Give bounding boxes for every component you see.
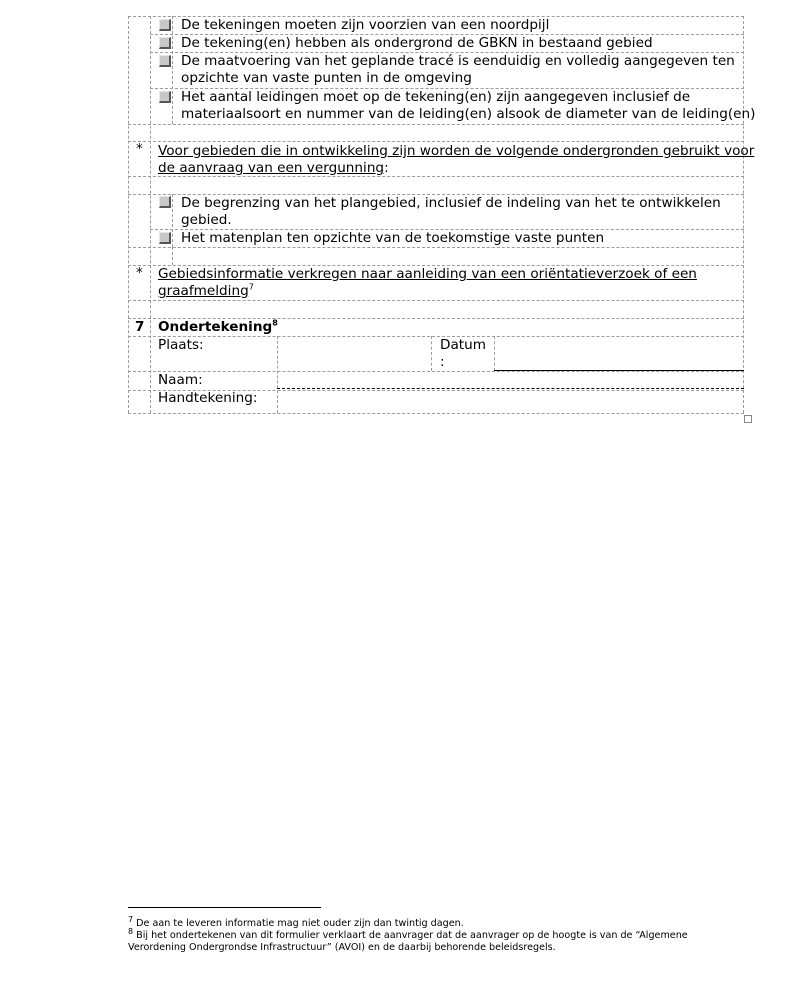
footnote-8-text: Bij het ondertekenen van dit formulier verklaart de aanvrager dat de aanvrager op de hoogte is van de “Algemene	[133, 930, 688, 941]
bullet-marker: *	[136, 265, 143, 281]
footnote-8-cont: Verordening Ondergrondse Infrastructuur” (AVOI) en de daarbij behorende beleidsregels.	[128, 942, 556, 953]
footnote-8-ref: 8	[128, 926, 134, 936]
footnote-separator	[128, 907, 321, 908]
table-col-divider	[150, 16, 151, 413]
gebiedsinfo-line2-text: graafmelding	[158, 283, 249, 299]
table-left-border	[128, 16, 129, 413]
footnote-7	[128, 914, 464, 930]
gebiedsinfo-line1: Gebiedsinformatie verkregen naar aanleiding van een oriëntatieverzoek of een	[158, 266, 697, 282]
checkbox-begrenzing[interactable]	[159, 196, 171, 208]
checklist-item-leidingen-line1: Het aantal leidingen moet op de tekening(en) zijn aangegeven inclusief de	[181, 89, 691, 105]
checkbox-gbkn[interactable]	[159, 37, 171, 49]
checklist-item-gbkn: De tekening(en) hebben als ondergrond de GBKN in bestaand gebied	[181, 35, 653, 51]
section-heading-text: Ondertekening	[158, 319, 273, 335]
footnote-ref-8[interactable]: 8	[272, 318, 278, 328]
checklist-item-begrenzing-line2: gebied.	[181, 212, 232, 228]
footnote-ref-7[interactable]: 7	[248, 282, 254, 292]
checklist-item-begrenzing-line1: De begrenzing van het plangebied, inclusief de indeling van het te ontwikkelen	[181, 195, 721, 211]
table-right-border	[743, 16, 744, 413]
footnote-7-text: De aan te leveren informatie mag niet ouder zijn dan twintig dagen.	[133, 918, 464, 929]
datum-underline	[494, 370, 744, 371]
datum-colon: :	[440, 354, 445, 370]
plaats-label: Plaats:	[158, 337, 204, 353]
table-resize-handle[interactable]	[744, 415, 752, 423]
section-number: 7	[135, 319, 145, 335]
bullet-marker: *	[136, 141, 143, 157]
row-line	[128, 141, 744, 142]
checklist-item-maatvoering-line2: opzichte van vaste punten in de omgeving	[181, 70, 472, 86]
checklist-indent-divider	[172, 247, 173, 265]
datum-field[interactable]	[495, 337, 743, 370]
row-line	[128, 124, 744, 125]
checklist-item-noordpijl: De tekeningen moeten zijn voorzien van een noordpijl	[181, 17, 550, 33]
checkbox-noordpijl[interactable]	[159, 19, 171, 31]
plaats-field[interactable]	[278, 337, 430, 370]
checklist-indent-divider	[172, 16, 173, 124]
ontwikkeling-line2-text: de aanvraag van een vergunning	[158, 160, 385, 176]
signature-col-divider	[431, 336, 432, 371]
handtekening-field[interactable]	[278, 391, 743, 412]
checklist-indent-divider	[172, 194, 173, 247]
checklist-item-leidingen-line2: materiaalsoort en nummer van de leiding(en) alsook de diameter van de leiding(en)	[181, 106, 756, 122]
handtekening-label: Handtekening:	[158, 390, 258, 406]
ontwikkeling-line2	[158, 160, 389, 178]
footnote-8	[128, 926, 688, 942]
checklist-item-matenplan: Het matenplan ten opzichte van de toekomstige vaste punten	[181, 230, 605, 246]
ontwikkeling-line1: Voor gebieden die in ontwikkeling zijn worden de volgende ondergronden gebruikt voor	[158, 143, 755, 159]
ontwikkeling-line2-colon: :	[384, 160, 389, 176]
checkbox-leidingen[interactable]	[159, 91, 171, 103]
table-bottom-border	[128, 413, 744, 414]
checkbox-matenplan[interactable]	[159, 232, 171, 244]
checkbox-maatvoering[interactable]	[159, 55, 171, 67]
gebiedsinfo-line2	[158, 283, 254, 301]
footnote-7-ref: 7	[128, 914, 134, 924]
checklist-item-maatvoering-line1: De maatvoering van het geplande tracé is eenduidig en volledig aangegeven ten	[181, 53, 735, 69]
section-heading	[158, 319, 278, 337]
naam-label: Naam:	[158, 372, 203, 388]
naam-field[interactable]	[278, 372, 743, 389]
datum-label: Datum	[440, 337, 486, 353]
